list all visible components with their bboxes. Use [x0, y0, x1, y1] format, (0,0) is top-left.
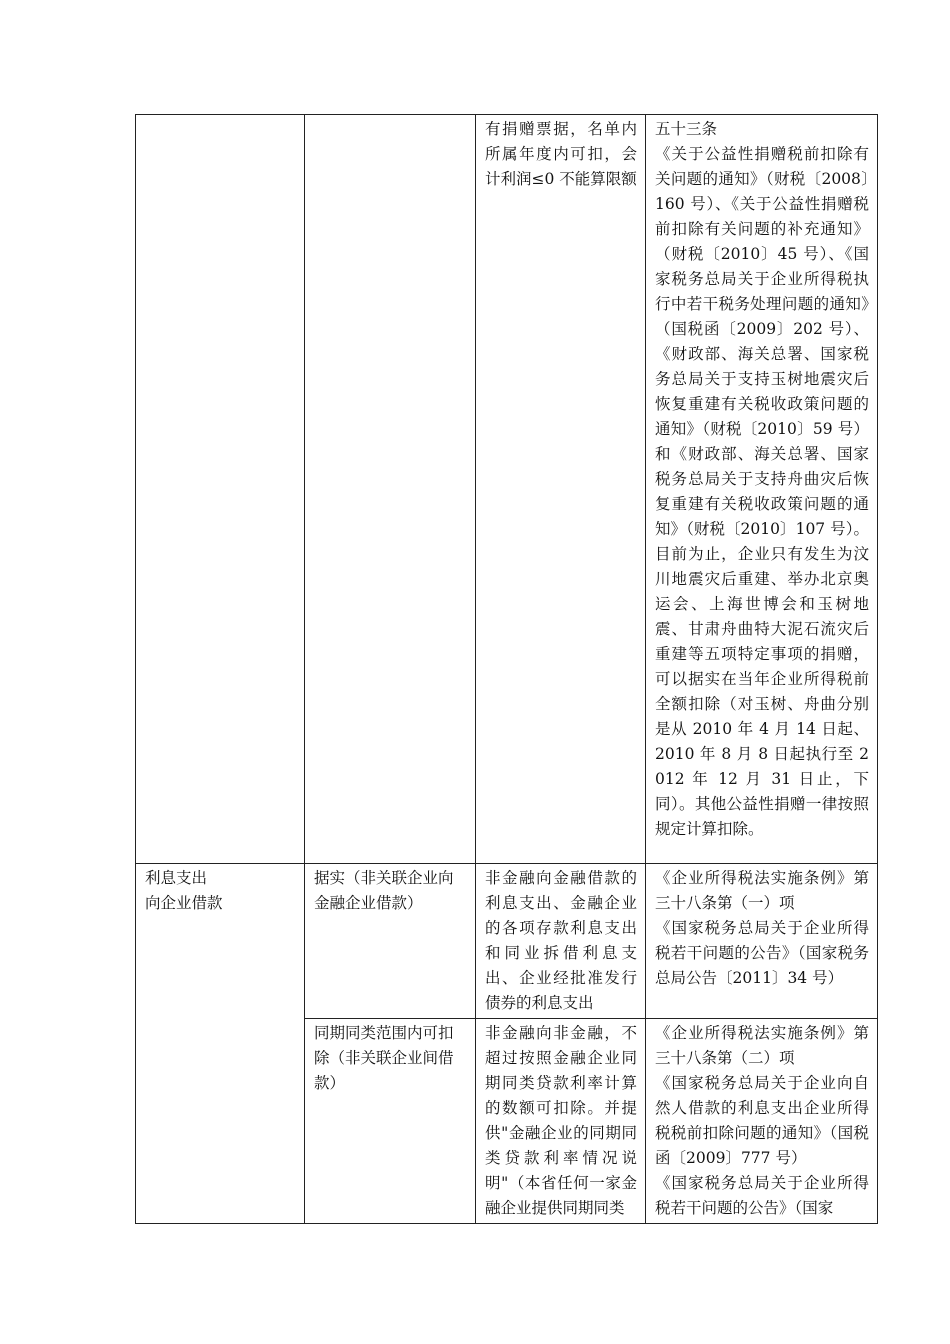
policy-basis-line: 《国家税务总局关于企业所得税若干问题的公告》（国家: [655, 1174, 869, 1217]
table-row: [136, 864, 878, 1019]
item-category-label: 利息支出: [145, 869, 208, 887]
policy-basis-line: 《企业所得税法实施条例》第三十八条第（二）项: [655, 1024, 869, 1067]
policy-basis-cell: [646, 1019, 878, 1224]
condition-cell: [476, 1019, 646, 1224]
policy-basis-cell: [646, 115, 878, 864]
item-cell: [136, 115, 305, 864]
policy-basis-text: 五十三条 《关于公益性捐赠税前扣除有关问题的通知》（财税〔2008〕160 号）、《关于公益性捐赠税前扣除有关问题的补充通知》（财税〔2010〕45 号）、《国家税务总局关于企业所得税执行中若干税务处理问题的通知》（国税函〔2009〕202 号）、《财政部、海关总署、国家税务总局关于支持玉树地震灾后恢复重建有关税收政策问题的通知》（财税〔2010〕59 号）和《财政部、海关总署、国家税务总局关于支持舟曲灾后恢复重建有关税收政策问题的通知》（财税〔2010〕107 号）。目前为止，企业只有发生为汶川地震灾后重建、举办北京奥运会、上海世博会和玉树地震、甘肃舟曲特大泥石流灾后重建等五项特定事项的捐赠，可以据实在当年企业所得税前全额扣除（对玉树、舟曲分别是从 2010 年 4 月 14 日起、2010 年 8 月 8 日起执行至 2012 年 12 月 31 日止，下同）。其他公益性捐赠一律按照规定计算扣除。: [655, 120, 869, 838]
condition-text: 非金融向非金融，不超过按照金融企业同期同类贷款利率计算的数额可扣除。并提供"金融企业的同期同类贷款利率情况说明"（本省任何一家金融企业提供同期同类: [485, 1024, 637, 1217]
deduction-standard-cell: [305, 115, 476, 864]
policy-basis-line: 《企业所得税法实施条例》第三十八条第（一）项: [655, 869, 869, 912]
tax-deduction-table: [135, 114, 878, 1224]
deduction-standard-cell: [305, 864, 476, 1019]
table-row: [136, 115, 878, 864]
deduction-standard-text: 同期同类范围内可扣除（非关联企业间借款）: [314, 1024, 454, 1092]
policy-basis-line: 《国家税务总局关于企业向自然人借款的利息支出企业所得税税前扣除问题的通知》（国税函〔2009〕777 号）: [655, 1074, 869, 1167]
condition-cell: [476, 115, 646, 864]
policy-basis-line: 《国家税务总局关于企业所得税若干问题的公告》（国家税务总局公告〔2011〕34 号）: [655, 919, 869, 987]
item-cell: [136, 864, 305, 1224]
deduction-standard-cell: [305, 1019, 476, 1224]
condition-text: 有捐赠票据，名单内所属年度内可扣，会计利润≤0 不能算限额: [485, 120, 637, 188]
item-subcategory-label: 向企业借款: [145, 894, 223, 912]
condition-text: 非金融向金融借款的利息支出、金融企业的各项存款利息支出和同业拆借利息支出、企业经批准发行债券的利息支出: [485, 869, 637, 1012]
condition-cell: [476, 864, 646, 1019]
deduction-standard-text: 据实（非关联企业向金融企业借款）: [314, 869, 454, 912]
policy-basis-cell: [646, 864, 878, 1019]
